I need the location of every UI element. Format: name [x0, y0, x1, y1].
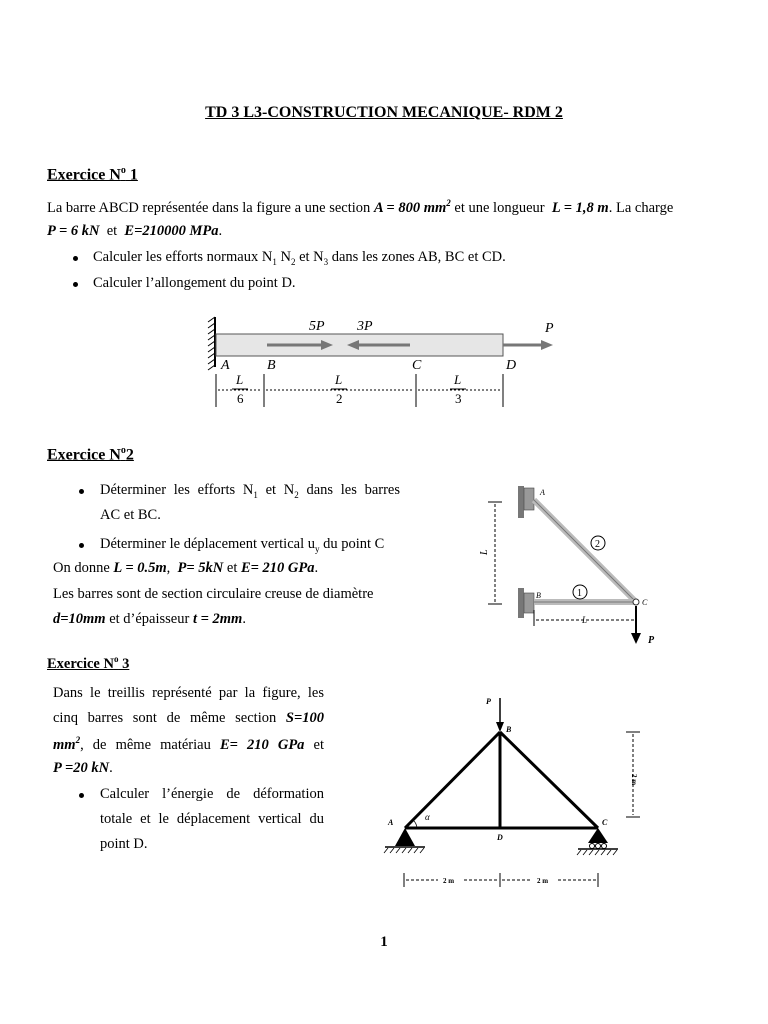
- ex3-bullet-line3: point D.: [100, 836, 148, 852]
- ex1-modulus-value: E=210000 MPa: [124, 223, 219, 239]
- label-5p: 5P: [309, 319, 325, 334]
- ex1-heading-sup: o: [120, 165, 126, 176]
- label-point-a: A: [221, 358, 230, 373]
- svg-text:L: L: [479, 549, 490, 555]
- label-3p: 3P: [357, 319, 373, 334]
- label-b: B: [506, 725, 512, 734]
- label-b: B: [536, 591, 541, 600]
- load-p-arrow: [496, 698, 504, 732]
- ex1-section-value: A = 800 $mm^2$: [373, 198, 451, 216]
- ex2-bullet-1-line1: Déterminer les efforts $N_1$ et $N_2$ dans les barres: [100, 482, 401, 500]
- ex1-heading-num: 1: [125, 166, 138, 184]
- dim-l-over-3: [450, 372, 466, 406]
- label-d: D: [497, 833, 503, 842]
- svg-text:3: 3: [455, 391, 462, 406]
- roller-support-c: [577, 828, 618, 855]
- fixed-wall-support: [208, 317, 215, 370]
- ex1-bullet-2: Calculer l’allongement du point D.: [93, 275, 296, 291]
- ex1-text: La barre ABCD représentée dans la figure a une section: [47, 199, 374, 216]
- ex3-truss-figure: [380, 690, 680, 895]
- bar-2-label: 2: [595, 539, 600, 550]
- load-p-arrow: [631, 606, 641, 644]
- label-p: P: [648, 635, 655, 646]
- wall-support-b: [518, 588, 534, 618]
- exercise-3-heading: Exercice $N^o$ 3: [47, 654, 130, 672]
- ex1-dot: .: [218, 223, 223, 239]
- label-point-d: D: [506, 358, 517, 373]
- svg-text:2 m: 2 m: [630, 774, 638, 786]
- svg-text:L: L: [582, 615, 588, 625]
- dim-vertical-2m: [626, 732, 640, 817]
- svg-text:6: 6: [237, 391, 244, 406]
- bullet-marker: [79, 489, 84, 494]
- bar-1-label: 1: [577, 588, 582, 599]
- dim-l-over-2: [331, 372, 347, 406]
- page-number: 1: [380, 934, 388, 950]
- node-c: [633, 599, 639, 605]
- ex3-line-2: cinq barres sont de même section S=100: [53, 710, 324, 726]
- ex3-line-1: Dans le treillis représenté par la figure, les: [53, 685, 324, 701]
- dim-vertical-l: [479, 502, 502, 604]
- ex3-line-4: P =20 kN.: [53, 760, 113, 776]
- pinned-support-a: [384, 828, 425, 853]
- exercise-2-heading: Exercice $N^o2$: [47, 445, 134, 464]
- dim-horizontal: [404, 873, 598, 887]
- load-p-arrow: [503, 340, 553, 350]
- exercise-1-heading: [47, 165, 138, 184]
- ex1-heading-text: Exercice N: [47, 166, 121, 184]
- dim-label-2: 2 m: [537, 877, 549, 885]
- ex1-paragraph-line2: [47, 223, 222, 240]
- wall-support-a: [518, 486, 534, 518]
- ex2-given-values: On donne L = 0.5m, P= 5kN et E= 210 GPa.: [53, 560, 319, 576]
- ex2-bullet-2: Déterminer le déplacement vertical $u_y$ du point C: [100, 536, 385, 554]
- ex1-bullet-1: Calculer les efforts normaux $N_1$ $N_2$ et $N_3$ dans les zones AB, BC et CD.: [93, 249, 506, 267]
- label-a: A: [540, 488, 545, 497]
- ex2-two-bar-figure: [470, 480, 670, 650]
- label-c: C: [642, 598, 648, 607]
- svg-text:L: L: [236, 372, 244, 387]
- ex3-line-3: $mm^2$, de même matériau E= 210 GPa et: [53, 735, 325, 753]
- ex3-bullet-line2: totale et le déplacement vertical du: [100, 811, 324, 827]
- ex3-bullet-line1: Calculer l’énergie de déformation: [100, 786, 324, 802]
- label-point-c: C: [412, 358, 422, 373]
- truss-members: [405, 732, 598, 828]
- svg-text:L: L: [335, 372, 343, 387]
- svg-text:2: 2: [336, 391, 343, 406]
- ex2-description-line1: Les barres sont de section circulaire creuse de diamètre: [53, 586, 374, 602]
- ex2-bullet-1-line2: AC et BC.: [100, 507, 161, 523]
- bullet-marker: [79, 543, 84, 548]
- ex1-load-value: P = 6 kN: [47, 223, 100, 239]
- ex1-and: et: [106, 223, 118, 239]
- bullet-marker: [73, 282, 78, 287]
- label-p: P: [486, 697, 491, 706]
- dim-label-1: 2 m: [443, 877, 455, 885]
- dim-horizontal-l: [534, 610, 636, 626]
- ex1-text-2: et une longueur: [450, 199, 549, 216]
- dim-l-over-6: [232, 372, 248, 406]
- ex1-text-3: . La charge: [608, 199, 674, 216]
- label-c: C: [602, 818, 608, 827]
- page-title: TD 3 L3-CONSTRUCTION MECANIQUE- RDM 2: [205, 104, 563, 121]
- label-point-b: B: [267, 358, 276, 373]
- bullet-marker: [73, 256, 78, 261]
- ex2-description-line2: d=10mm et d’épaisseur t = 2mm.: [53, 611, 246, 627]
- ex1-paragraph-line1: [47, 198, 673, 217]
- bullet-marker: [79, 793, 84, 798]
- label-alpha: α: [425, 812, 430, 822]
- label-a: A: [388, 818, 394, 827]
- svg-text:L: L: [454, 372, 462, 387]
- ex1-length-value: L = 1,8 m: [551, 199, 609, 216]
- ex1-bar-figure: [205, 312, 565, 412]
- label-p: P: [545, 321, 554, 336]
